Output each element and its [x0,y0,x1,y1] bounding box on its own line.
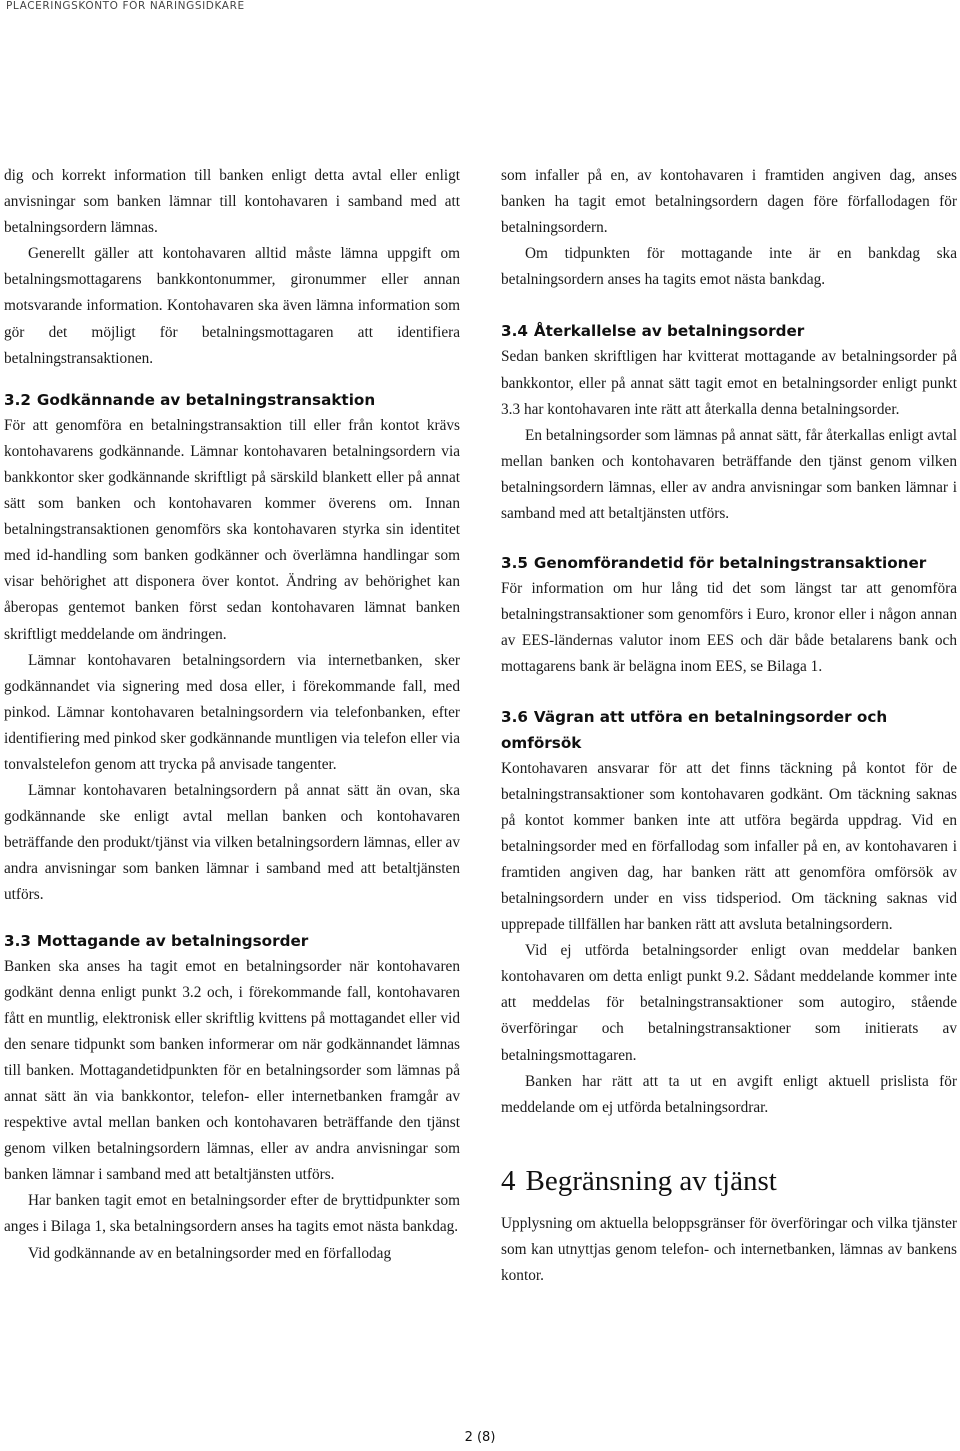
running-header: PLACERINGSKONTO FÖR NÄRINGSIDKARE [6,0,245,12]
paragraph: Har banken tagit emot en betalningsorder efter de bryttidpunkter som anges i Bilaga 1, ska betalningsordern anses ha tagits emot nästa bankdag. [4,1192,460,1236]
paragraph: För att genomföra en betalningstransaktion till eller från kontot krävs kontohavarens godkännande. Lämnar kontohavaren betalningsordern via bankkontor sker godkännande skriftligt på särskild blankett eller på annat sätt som banken och kontohavaren kommer överens om. Innan betalningstransaktionen genomförs ska kontohavaren styrka sin identitet med id-handling som banken godkänner och överlämna handlingar som visar behörighet att disponera över kontot. Ändring av behörighet kan åberopas gentemot banken först sedan kontohavaren lämnat banken skriftligt meddelande om ändringen. [4,416,460,643]
section-title: Genomförandetid för betalningstransaktioner [533,554,927,573]
section-number: 3.5 [501,554,528,573]
paragraph: Banken ska anses ha tagit emot en betalningsorder när kontohavaren godkänt denna enligt punkt 3.2 och, i förekommande fall, kontohavaren fått en muntlig, elektronisk eller skriftlig kvittens på mottagandet eller vid den senare tidpunkt som banken informerar om när godkännandet lämnas till banken. Mottagandetidpunkten för en betalningsorder som lämnas på annat sätt än via bankkontor, telefon- eller internetbanken framgår av respektive avtal mellan banken och kontohavaren beträffande den tjänst genom vilken betalningsordern lämnas, eller av andra anvisningar som banken lämnar i samband med att betaltjänsten utförs. [4,957,460,1184]
chapter-title: Begränsning av tjänst [525,1164,777,1197]
paragraph: Lämnar kontohavaren betalningsordern via internetbanken, sker godkännandet via signering med dosa eller, i förekommande fall, med pinkod. Lämnar kontohavaren betalningsordern via telefonbanken, efter identifiering med pinkod sker godkännande muntligen via telefon eller via tonvalstelefon genom att trycka på anvisade tangenter. [4,651,460,773]
paragraph: Om tidpunkten för mottagande inte är en bankdag ska betalningsordern anses ha tagits emot nästa bankdag. [501,245,957,289]
left-column [4,163,460,1267]
chapter-heading-4 [501,1161,957,1201]
section-heading-3-4 [501,318,957,344]
section-title: Vägran att utföra en betalningsorder och omförsök [501,707,888,752]
section-number: 3.3 [4,931,31,950]
paragraph: För information om hur lång tid det som längst tar att genomföra betalningstransaktioner som genomförs i Euro, kronor eller i någon annan av EES-ländernas valutor inom EES och där både betalarens bank och mottagarens bank är belägna inom EES, se Bilaga 1. [501,580,957,676]
section-title: Godkännande av betalningstransaktion [36,390,376,409]
right-column [501,163,957,1289]
section-title: Återkallelse av betalningsorder [533,322,805,341]
paragraph: Vid ej utförda betalningsorder enligt ovan meddelar banken kontohavaren om detta enligt punkt 9.2. Sådant meddelande kommer inte att meddelas för betalningstransaktioner som autogiro, stående överföringar och betalningstransaktioner som initierats av betalningsmottagaren. [501,942,957,1064]
chapter-number: 4 [501,1164,516,1197]
paragraph: dig och korrekt information till banken enligt detta avtal eller enligt anvisningar som banken lämnar till kontohavaren i samband med att betalningsordern lämnas. [4,167,460,237]
paragraph: Kontohavaren ansvarar för att det finns täckning på kontot för de betalningstransaktioner som kontohavaren godkänt. Om täckning saknas på kontot kommer banken inte att utföra begärda uppdrag. Vid en betalningsorder med en förfallodag som infaller på en, av kontohavaren i framtiden angiven dag, har banken rätt att genomföra omförsök av betalningsordern under en viss tidsperiod. Om täckning saknas vid upprepade tillfällen har banken rätt att avsluta betalningsordern. [501,759,957,934]
paragraph: Upplysning om aktuella beloppsgränser för överföringar och vilka tjänster som kan utnyttjas genom telefon- och internetbanken, lämnas av bankens kontor. [501,1214,957,1284]
paragraph: Vid godkännande av en betalningsorder med en förfallodag [28,1244,392,1262]
section-heading-3-5 [501,550,957,576]
section-number: 3.6 [501,707,528,726]
section-heading-3-2 [4,387,460,413]
paragraph: Banken har rätt att ta ut en avgift enligt aktuell prislista för meddelande om ej utförda betalningsordrar. [501,1072,957,1116]
section-title: Mottagande av betalningsorder [36,931,309,950]
section-number: 3.4 [501,322,528,341]
section-heading-3-3 [4,928,460,954]
paragraph: Generellt gäller att kontohavaren alltid måste lämna uppgift om betalningsmottagarens bankkontonummer, gironummer eller annan motsvarande information. Kontohavaren ska även lämna information som gör det möjligt för betalningsmottagaren att identifiera betalningstransaktionen. [4,245,460,367]
paragraph: Sedan banken skriftligen har kvitterat mottagande av betalningsorder på bankkontor, eller på annat sätt tagit emot en betalningsorder enligt punkt 3.3 har kontohavaren inte rätt att återkalla denna betalningsorder. [501,348,957,418]
page-number: 2 (8) [464,1430,496,1445]
paragraph: En betalningsorder som lämnas på annat sätt, får återkallas enligt avtal mellan banken och kontohavaren beträffande den tjänst genom vilken betalningsordern lämnas, eller av andra anvisningar som banken lämnar i samband med att betaltjänsten utförs. [501,426,957,523]
section-heading-3-6 [501,704,957,756]
section-number: 3.2 [4,390,31,409]
paragraph: som infaller på en, av kontohavaren i framtiden angiven dag, anses banken ha tagit emot betalningsordern dagen före förfallodagen för betalningsordern. [501,167,957,237]
paragraph: Lämnar kontohavaren betalningsordern på annat sätt än ovan, ska godkännande ske enligt avtal mellan banken och kontohavaren beträffande den produkt/tjänst via vilken betalningsordern lämnas, eller av andra anvisningar som banken lämnar i samband med att betaltjänsten utförs. [4,782,460,904]
